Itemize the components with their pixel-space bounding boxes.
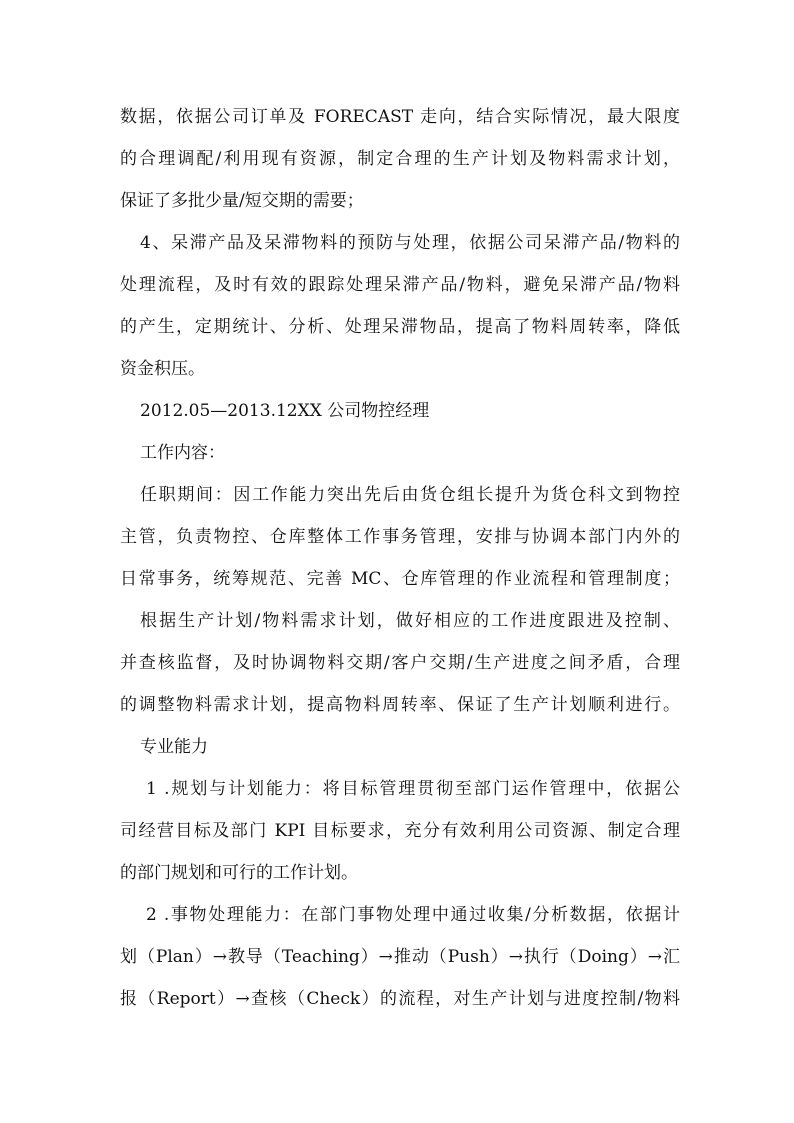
job-title-line: 2012.05—2013.12XX 公司物控经理 (140, 401, 430, 421)
text-line-1: 数据，依据公司订单及 FORECAST 走向，结合实际情况，最大限度 (120, 107, 680, 127)
text-line-2: 的合理调配/利用现有资源，制定合理的生产计划及物料需求计划， (120, 149, 680, 169)
text-line-10: 任职期间：因工作能力突出先后由货仓组长提升为货仓科文到物控 (140, 485, 680, 505)
text-line-4: 4、呆滞产品及呆滞物料的预防与处理，依据公司呆滞产品/物料的 (140, 233, 680, 253)
text-line-5: 处理流程，及时有效的跟踪处理呆滞产品/物料，避免呆滞产品/物料 (120, 275, 680, 295)
text-line-6: 的产生，定期统计、分析、处理呆滞物品，提高了物料周转率，降低 (120, 317, 680, 337)
text-line-19: 的部门规划和可行的工作计划。 (120, 863, 358, 883)
text-line-17: 1 .规划与计划能力：将目标管理贯彻至部门运作管理中，依据公 (146, 779, 680, 799)
skills-heading: 专业能力 (140, 737, 208, 757)
text-line-18: 司经营目标及部门 KPI 目标要求，充分有效利用公司资源、制定合理 (120, 821, 680, 841)
work-content-heading: 工作内容： (140, 443, 225, 463)
text-line-22: 报（Report）→查核（Check）的流程，对生产计划与进度控制/物料 (120, 989, 680, 1009)
text-line-15: 的调整物料需求计划，提高物料周转率、保证了生产计划顺利进行。 (120, 695, 680, 715)
text-line-13: 根据生产计划/物料需求计划，做好相应的工作进度跟进及控制、 (140, 611, 680, 631)
text-line-7: 资金积压。 (120, 359, 205, 379)
text-line-20: 2 .事物处理能力：在部门事物处理中通过收集/分析数据，依据计 (146, 905, 680, 925)
text-line-12: 日常事务，统筹规范、完善 MC、仓库管理的作业流程和管理制度； (120, 569, 680, 589)
text-line-11: 主管，负责物控、仓库整体工作事务管理，安排与协调本部门内外的 (120, 527, 680, 547)
text-line-3: 保证了多批少量/短交期的需要； (120, 191, 364, 211)
text-line-14: 并查核监督，及时协调物料交期/客户交期/生产进度之间矛盾，合理 (120, 653, 680, 673)
text-line-21: 划（Plan）→教导（Teaching）→推动（Push）→执行（Doing）→汇 (120, 947, 680, 967)
